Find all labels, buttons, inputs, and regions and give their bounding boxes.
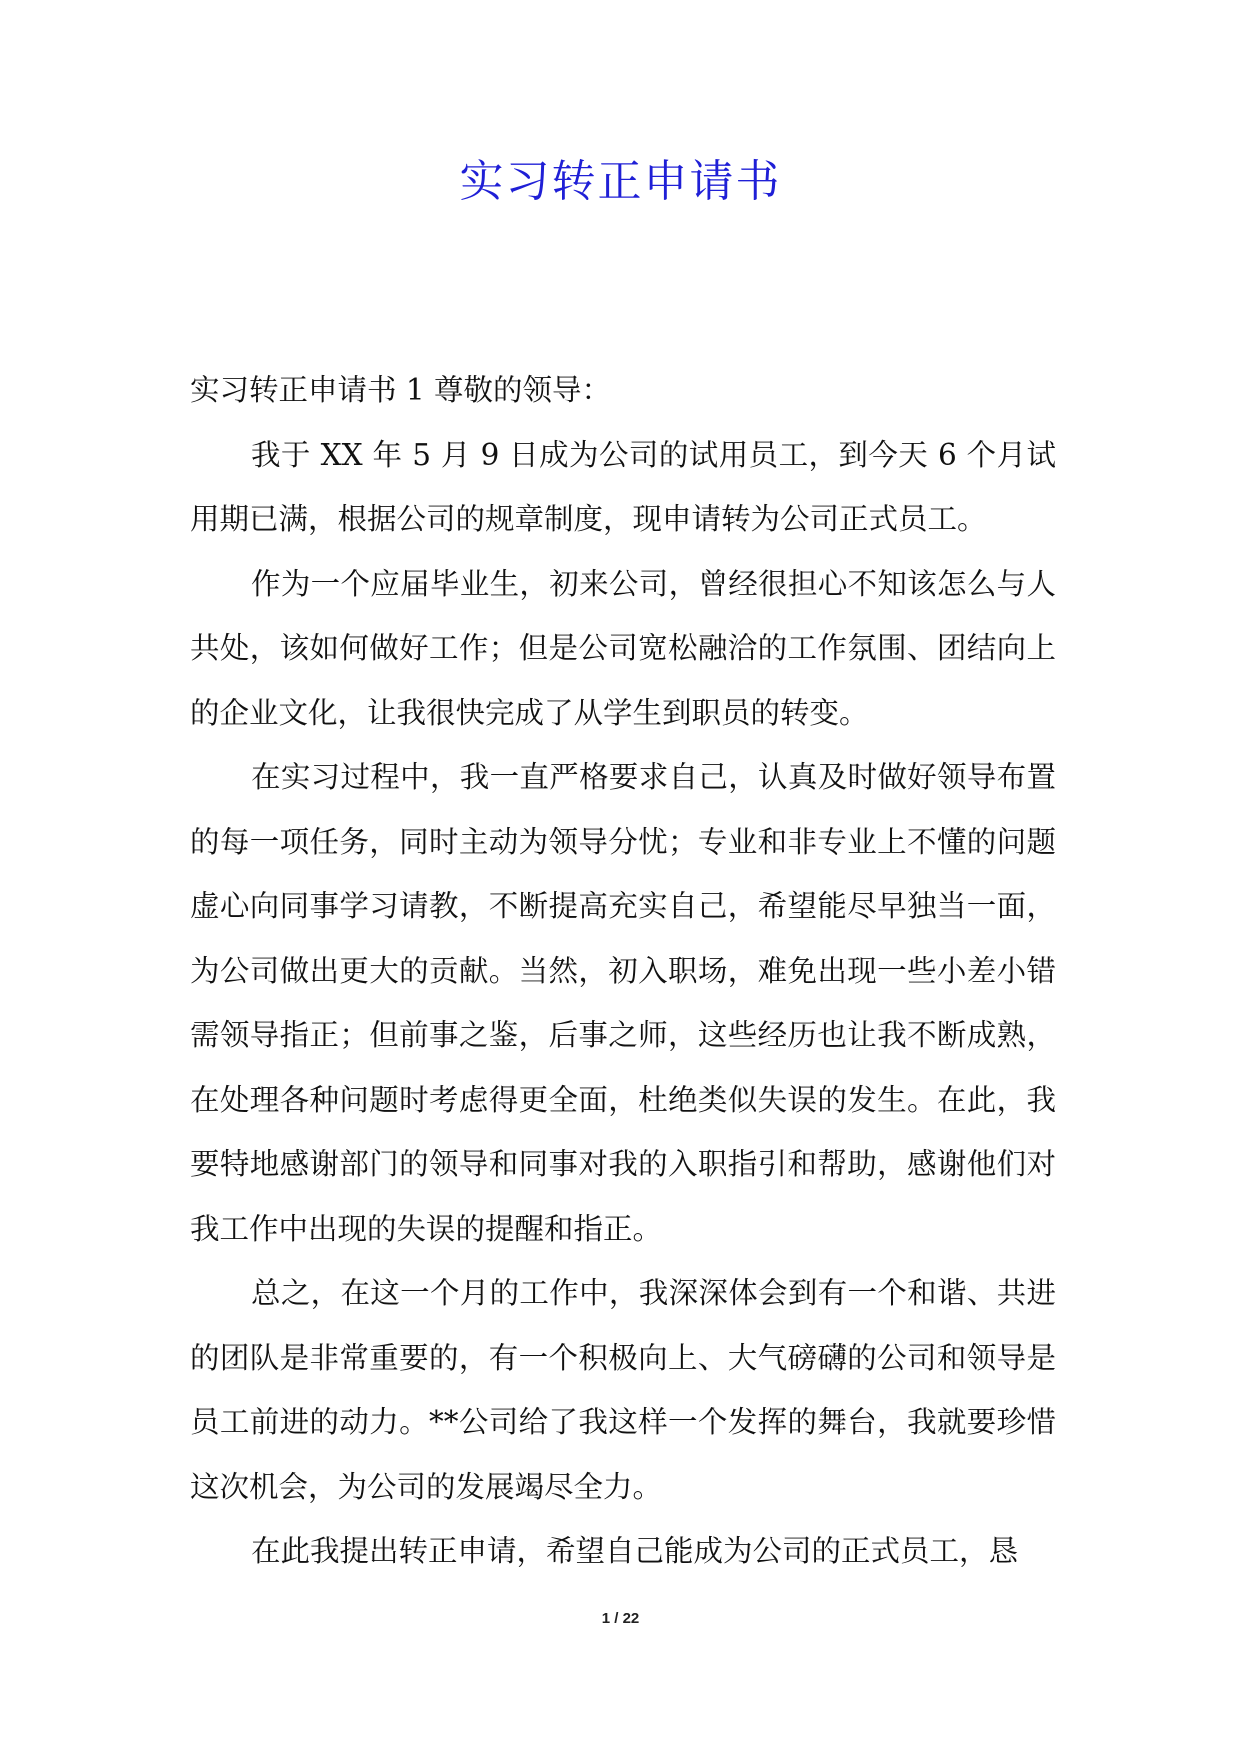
body-paragraph: 总之，在这一个月的工作中，我深深体会到有一个和谐、共进的团队是非常重要的，有一个积极向上、大气磅礴的公司和领导是员工前进的动力。**公司给了我这样一个发挥的舞台，我就要珍惜这次机会，为公司的发展竭尽全力。 <box>190 1276 1056 1504</box>
salutation-paragraph: 实习转正申请书 1 尊敬的领导： <box>190 373 612 407</box>
body-paragraph: 我于 XX 年 5 月 9 日成为公司的试用员工，到今天 6 个月试用期已满，根据公司的规章制度，现申请转为公司正式员工。 <box>190 437 1056 536</box>
body-paragraph: 作为一个应届毕业生，初来公司，曾经很担心不知该怎么与人共处，该如何做好工作；但是公司宽松融洽的工作氛围、团结向上的企业文化，让我很快完成了从学生到职员的转变。 <box>190 566 1056 730</box>
page-number: 1 / 22 <box>601 1610 640 1627</box>
document-title: 实习转正申请书 <box>459 156 782 207</box>
body-paragraph: 在此我提出转正申请，希望自己能成为公司的正式员工，恳 <box>251 1534 1019 1568</box>
body-paragraph: 在实习过程中，我一直严格要求自己，认真及时做好领导布置的每一项任务，同时主动为领导分忧；专业和非专业上不懂的问题虚心向同事学习请教，不断提高充实自己，希望能尽早独当一面，为公司做出更大的贡献。当然，初入职场，难免出现一些小差小错需领导指正；但前事之鉴，后事之师，这些经历也让我不断成熟，在处理各种问题时考虑得更全面，杜绝类似失误的发生。在此，我要特地感谢部门的领导和同事对我的入职指引和帮助，感谢他们对我工作中出现的失误的提醒和指正。 <box>190 760 1056 1246</box>
document-body <box>190 358 1056 1584</box>
